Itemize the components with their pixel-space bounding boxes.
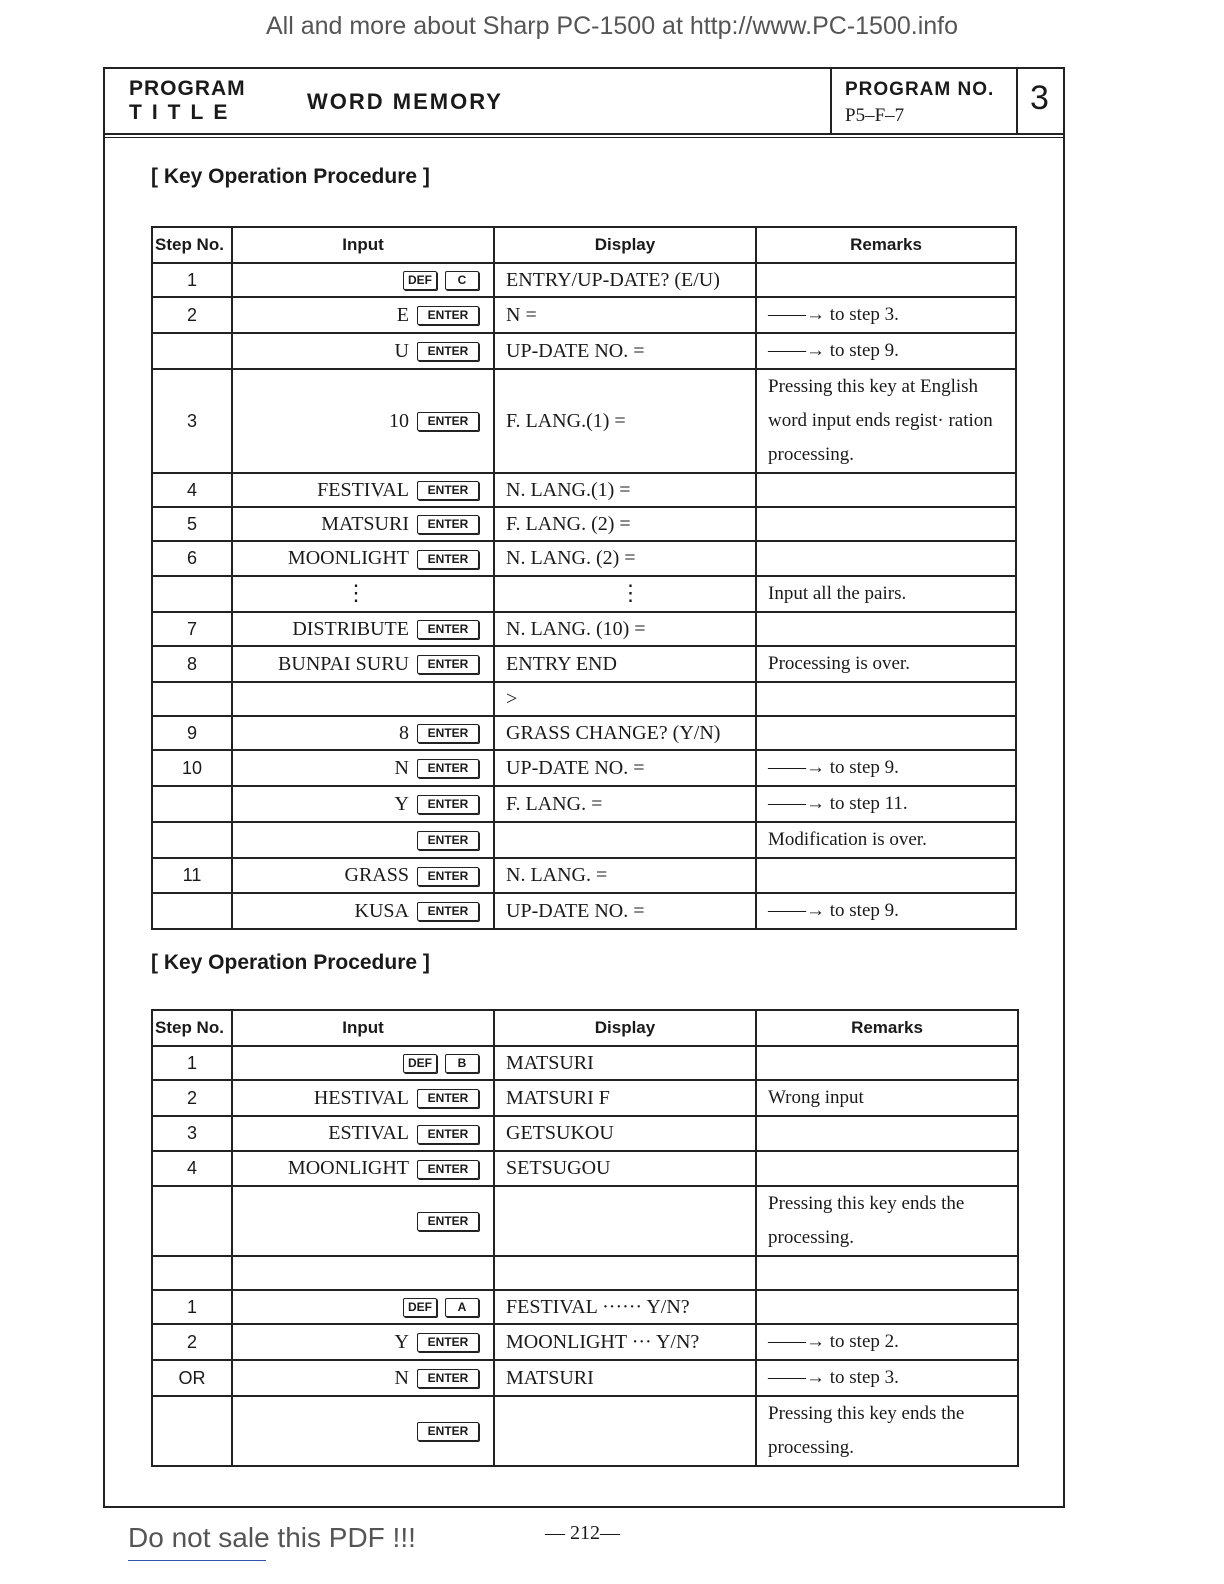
- input-cell: [232, 369, 494, 473]
- input-cell: [232, 333, 494, 369]
- input-text: FESTIVAL: [317, 478, 409, 501]
- column-header-input: Input: [232, 227, 494, 263]
- remarks-cell: [756, 1256, 1018, 1290]
- column-header-input: Input: [232, 1010, 494, 1046]
- display-cell: [494, 612, 756, 646]
- display-text: ENTRY END: [506, 652, 617, 675]
- display-text: N. LANG.(1) =: [506, 478, 631, 501]
- enter-key: ENTER: [417, 795, 479, 814]
- table-row: [152, 1290, 1018, 1324]
- display-text: N =: [506, 303, 537, 326]
- input-cell: [232, 1046, 494, 1080]
- remarks-cell: [756, 858, 1016, 893]
- column-header-step: Step No.: [152, 227, 232, 263]
- table-row: [152, 1360, 1018, 1396]
- step-number-cell: [152, 1151, 232, 1186]
- section-heading: [ Key Operation Procedure ]: [151, 951, 430, 974]
- step-number-cell: [152, 612, 232, 646]
- remarks-text: ——→ to step 3.: [768, 1367, 899, 1388]
- remarks-text: Input all the pairs.: [768, 583, 907, 604]
- step-number-cell: [152, 576, 232, 612]
- step-number: 9: [186, 722, 197, 743]
- display-text: UP-DATE NO. =: [506, 756, 645, 779]
- program-title: WORD MEMORY: [307, 89, 503, 114]
- remarks-text: ——→ to step 2.: [768, 1331, 899, 1352]
- remarks-cell: [756, 1290, 1018, 1324]
- remarks-text: Wrong input: [768, 1087, 864, 1108]
- enter-key: ENTER: [417, 515, 479, 534]
- enter-key: ENTER: [417, 759, 479, 778]
- input-cell: [232, 263, 494, 297]
- display-cell: [494, 1396, 756, 1466]
- step-number-cell: [152, 1324, 232, 1360]
- display-text: MATSURI: [506, 1366, 594, 1389]
- remarks-cell: [756, 612, 1016, 646]
- input-cell: [232, 1116, 494, 1151]
- input-cell: [232, 1080, 494, 1116]
- table-row: [152, 333, 1016, 369]
- remarks-text: ——→ to step 9.: [768, 340, 899, 361]
- display-cell: [494, 682, 756, 716]
- remarks-cell: [756, 297, 1016, 333]
- display-text: ENTRY/UP-DATE? (E/U): [506, 268, 720, 291]
- remarks-cell: [756, 1046, 1018, 1080]
- table-row: [152, 541, 1016, 576]
- remarks-cell: [756, 1080, 1018, 1116]
- table-row: [152, 858, 1016, 893]
- enter-key: ENTER: [417, 481, 479, 500]
- enter-key: ENTER: [417, 306, 479, 325]
- b-key: B: [445, 1054, 479, 1073]
- remarks-text: Processing is over.: [768, 653, 910, 674]
- enter-key: ENTER: [417, 1089, 479, 1108]
- a-key: A: [445, 1298, 479, 1317]
- enter-key: ENTER: [417, 620, 479, 639]
- table-row: [152, 646, 1016, 682]
- table-row: [152, 263, 1016, 297]
- remarks-cell: [756, 1116, 1018, 1151]
- step-number-cell: [152, 507, 232, 541]
- remarks-cell: [756, 263, 1016, 297]
- input-text: ⋮: [345, 579, 367, 605]
- display-cell: [494, 1080, 756, 1116]
- step-number: 11: [182, 865, 202, 885]
- remarks-cell: [756, 716, 1016, 750]
- enter-key: ENTER: [417, 1212, 479, 1231]
- display-cell: [494, 333, 756, 369]
- enter-key: ENTER: [417, 1369, 479, 1388]
- enter-key: ENTER: [417, 655, 479, 674]
- step-number-cell: [152, 822, 232, 858]
- input-text: MOONLIGHT: [287, 547, 409, 569]
- step-number-cell: [152, 646, 232, 682]
- input-cell: [232, 473, 494, 507]
- input-cell: [232, 682, 494, 716]
- table-row: [152, 822, 1016, 858]
- input-cell: [232, 1256, 494, 1290]
- input-cell: [232, 1396, 494, 1466]
- step-number-cell: [152, 1116, 232, 1151]
- table-row: [152, 1396, 1018, 1466]
- display-cell: [494, 1151, 756, 1186]
- input-text: N: [394, 756, 409, 779]
- step-number-cell: [152, 263, 232, 297]
- input-cell: [232, 541, 494, 576]
- display-cell: [494, 369, 756, 473]
- remarks-cell: [756, 1360, 1018, 1396]
- input-cell: [232, 858, 494, 893]
- table-row: [152, 507, 1016, 541]
- step-number-cell: [152, 333, 232, 369]
- display-cell: [494, 541, 756, 576]
- display-text: MATSURI F: [506, 1086, 610, 1109]
- display-text: N. LANG. (2) =: [506, 547, 636, 569]
- step-number: 4: [186, 1158, 197, 1178]
- table-row: [152, 893, 1016, 929]
- section-heading: [ Key Operation Procedure ]: [151, 165, 430, 188]
- table-row: [152, 576, 1016, 612]
- step-number-cell: [152, 1396, 232, 1466]
- input-cell: [232, 1324, 494, 1360]
- remarks-cell: [756, 473, 1016, 507]
- table-row: [152, 682, 1016, 716]
- display-cell: [494, 1186, 756, 1256]
- table-row: [152, 1046, 1018, 1080]
- step-number: 1: [186, 1052, 197, 1073]
- display-text: FESTIVAL ······ Y/N?: [506, 1295, 690, 1318]
- display-text: N. LANG. =: [506, 864, 608, 886]
- display-cell: [494, 822, 756, 858]
- display-cell: [494, 786, 756, 822]
- display-cell: [494, 750, 756, 786]
- display-text: GETSUKOU: [506, 1122, 614, 1144]
- remarks-text: ——→ to step 9.: [768, 757, 899, 778]
- input-text: 10: [389, 409, 409, 432]
- remarks-cell: [756, 507, 1016, 541]
- input-text: KUSA: [354, 899, 409, 922]
- step-number-cell: [152, 1080, 232, 1116]
- table-row: [152, 1116, 1018, 1151]
- title-block: [105, 69, 1063, 135]
- input-cell: [232, 750, 494, 786]
- table-row: [152, 1256, 1018, 1290]
- display-text: F. LANG.(1) =: [506, 409, 626, 432]
- step-number: 1: [186, 269, 197, 290]
- input-cell: [232, 1360, 494, 1396]
- step-number-cell: [152, 297, 232, 333]
- table-row: [152, 612, 1016, 646]
- program-no-label: PROGRAM NO.: [845, 79, 995, 100]
- display-text: UP-DATE NO. =: [506, 339, 645, 362]
- step-number: 3: [186, 1123, 197, 1143]
- input-text: GRASS: [344, 864, 409, 886]
- step-number: 2: [186, 1087, 197, 1108]
- display-text: MOONLIGHT ··· Y/N?: [506, 1330, 700, 1353]
- display-cell: [494, 858, 756, 893]
- display-text: F. LANG. =: [506, 792, 603, 815]
- display-cell: [494, 1290, 756, 1324]
- column-header-step: Step No.: [152, 1010, 232, 1046]
- def-key: DEF: [403, 1298, 437, 1317]
- title-label: TITLE: [129, 101, 238, 124]
- step-number-cell: [152, 858, 232, 893]
- enter-key: ENTER: [417, 550, 479, 569]
- remarks-cell: [756, 786, 1016, 822]
- input-text: MOONLIGHT: [287, 1157, 409, 1179]
- table-row: [152, 1151, 1018, 1186]
- input-cell: [232, 646, 494, 682]
- c-key: C: [445, 271, 479, 290]
- step-number: OR: [178, 1367, 206, 1388]
- step-number-cell: [152, 750, 232, 786]
- display-text: GRASS CHANGE? (Y/N): [506, 721, 721, 744]
- table-row: [152, 473, 1016, 507]
- column-header-remarks: Remarks: [756, 227, 1016, 263]
- input-cell: [232, 893, 494, 929]
- enter-key: ENTER: [417, 902, 479, 921]
- remarks-text: Modification is over.: [768, 829, 927, 850]
- step-number: 2: [186, 1331, 197, 1352]
- table-row: [152, 1080, 1018, 1116]
- remarks-cell: [756, 750, 1016, 786]
- step-number-cell: [152, 1186, 232, 1256]
- table-row: [152, 716, 1016, 750]
- display-cell: [494, 297, 756, 333]
- step-number-cell: [152, 1256, 232, 1290]
- table-row: [152, 786, 1016, 822]
- remarks-cell: [756, 893, 1016, 929]
- input-cell: [232, 1290, 494, 1324]
- step-number-cell: [152, 682, 232, 716]
- display-text: F. LANG. (2) =: [506, 512, 631, 535]
- def-key: DEF: [403, 1054, 437, 1073]
- step-number: 4: [186, 479, 197, 500]
- input-text: N: [394, 1366, 409, 1389]
- enter-key: ENTER: [417, 1333, 479, 1352]
- page-number: — 212—: [545, 1522, 620, 1544]
- page-index: 3: [1030, 79, 1049, 117]
- display-cell: [494, 576, 756, 612]
- remarks-text: Pressing this key ends the processing.: [768, 1193, 965, 1248]
- remarks-cell: [756, 369, 1016, 473]
- table-row: [152, 297, 1016, 333]
- display-cell: [494, 646, 756, 682]
- step-number: 1: [186, 1296, 197, 1317]
- display-cell: [494, 716, 756, 750]
- input-cell: [232, 612, 494, 646]
- table-row: [152, 1324, 1018, 1360]
- input-cell: [232, 716, 494, 750]
- step-number: 8: [186, 653, 197, 674]
- remarks-cell: [756, 1186, 1018, 1256]
- enter-key: ENTER: [417, 342, 479, 361]
- step-number: 2: [186, 304, 197, 325]
- display-cell: [494, 507, 756, 541]
- column-header-remarks: Remarks: [756, 1010, 1018, 1046]
- display-cell: [494, 473, 756, 507]
- display-cell: [494, 893, 756, 929]
- table-row: [152, 1186, 1018, 1256]
- input-text: MATSURI: [321, 512, 409, 535]
- input-cell: [232, 1151, 494, 1186]
- def-key: DEF: [403, 271, 437, 290]
- column-header-display: Display: [494, 1010, 756, 1046]
- enter-key: ENTER: [417, 724, 479, 743]
- input-text: HESTIVAL: [313, 1086, 409, 1109]
- step-number-cell: [152, 541, 232, 576]
- display-cell: [494, 1256, 756, 1290]
- step-number: 5: [186, 513, 197, 534]
- input-text: ESTIVAL: [328, 1122, 409, 1144]
- input-text: Y: [394, 1330, 409, 1353]
- display-cell: [494, 1116, 756, 1151]
- step-number-cell: [152, 473, 232, 507]
- footer-note: Do not sale this PDF !!!: [128, 1522, 416, 1553]
- input-cell: [232, 507, 494, 541]
- table-row: [152, 369, 1016, 473]
- title-divider: [830, 69, 832, 133]
- step-number-cell: [152, 369, 232, 473]
- input-text: Y: [394, 792, 409, 815]
- column-header-display: Display: [494, 227, 756, 263]
- remarks-cell: [756, 576, 1016, 612]
- input-text: E: [396, 303, 409, 326]
- program-no-value: P5–F–7: [845, 105, 905, 126]
- step-number-cell: [152, 1046, 232, 1080]
- enter-key: ENTER: [417, 1125, 479, 1144]
- key-operation-table: [151, 1009, 1019, 1467]
- enter-key: ENTER: [417, 831, 479, 850]
- display-text: SETSUGOU: [506, 1157, 611, 1179]
- display-text: ⋮: [619, 579, 642, 605]
- enter-key: ENTER: [417, 412, 479, 431]
- remarks-cell: [756, 682, 1016, 716]
- step-number-cell: [152, 786, 232, 822]
- display-text: UP-DATE NO. =: [506, 899, 645, 922]
- step-number: 3: [186, 410, 197, 431]
- input-text: 8: [399, 721, 409, 744]
- header-url-text: All and more about Sharp PC-1500 at http://www.PC-1500.info: [265, 12, 959, 40]
- remarks-text: ——→ to step 11.: [768, 793, 908, 814]
- step-number: 6: [186, 548, 197, 568]
- remarks-cell: [756, 1396, 1018, 1466]
- step-number-cell: [152, 893, 232, 929]
- document-frame: [103, 67, 1065, 1508]
- display-text: >: [506, 687, 518, 710]
- input-cell: [232, 822, 494, 858]
- program-label: PROGRAM: [129, 77, 246, 100]
- display-cell: [494, 1324, 756, 1360]
- input-text: BUNPAI SURU: [278, 652, 409, 675]
- remarks-cell: [756, 646, 1016, 682]
- display-cell: [494, 1360, 756, 1396]
- input-cell: [232, 297, 494, 333]
- step-number: 7: [186, 618, 197, 639]
- input-cell: [232, 1186, 494, 1256]
- input-text: DISTRIBUTE: [292, 617, 409, 640]
- input-text: U: [394, 339, 409, 362]
- key-operation-table: [151, 226, 1017, 930]
- remarks-text: Pressing this key at English word input ends regist· ration processing.: [768, 376, 993, 465]
- enter-key: ENTER: [417, 867, 479, 886]
- step-number-cell: [152, 716, 232, 750]
- remarks-text: Pressing this key ends the processing.: [768, 1403, 965, 1458]
- display-cell: [494, 263, 756, 297]
- remarks-text: ——→ to step 9.: [768, 900, 899, 921]
- input-cell: [232, 786, 494, 822]
- display-text: MATSURI: [506, 1051, 594, 1074]
- display-cell: [494, 1046, 756, 1080]
- display-text: N. LANG. (10) =: [506, 617, 646, 640]
- input-cell: [232, 576, 494, 612]
- remarks-cell: [756, 1151, 1018, 1186]
- remarks-text: ——→ to step 3.: [768, 304, 899, 325]
- remarks-cell: [756, 333, 1016, 369]
- enter-key: ENTER: [417, 1422, 479, 1441]
- step-number: 10: [181, 757, 203, 778]
- step-number-cell: [152, 1360, 232, 1396]
- remarks-cell: [756, 1324, 1018, 1360]
- enter-key: ENTER: [417, 1160, 479, 1179]
- remarks-cell: [756, 822, 1016, 858]
- table-row: [152, 750, 1016, 786]
- step-number-cell: [152, 1290, 232, 1324]
- remarks-cell: [756, 541, 1016, 576]
